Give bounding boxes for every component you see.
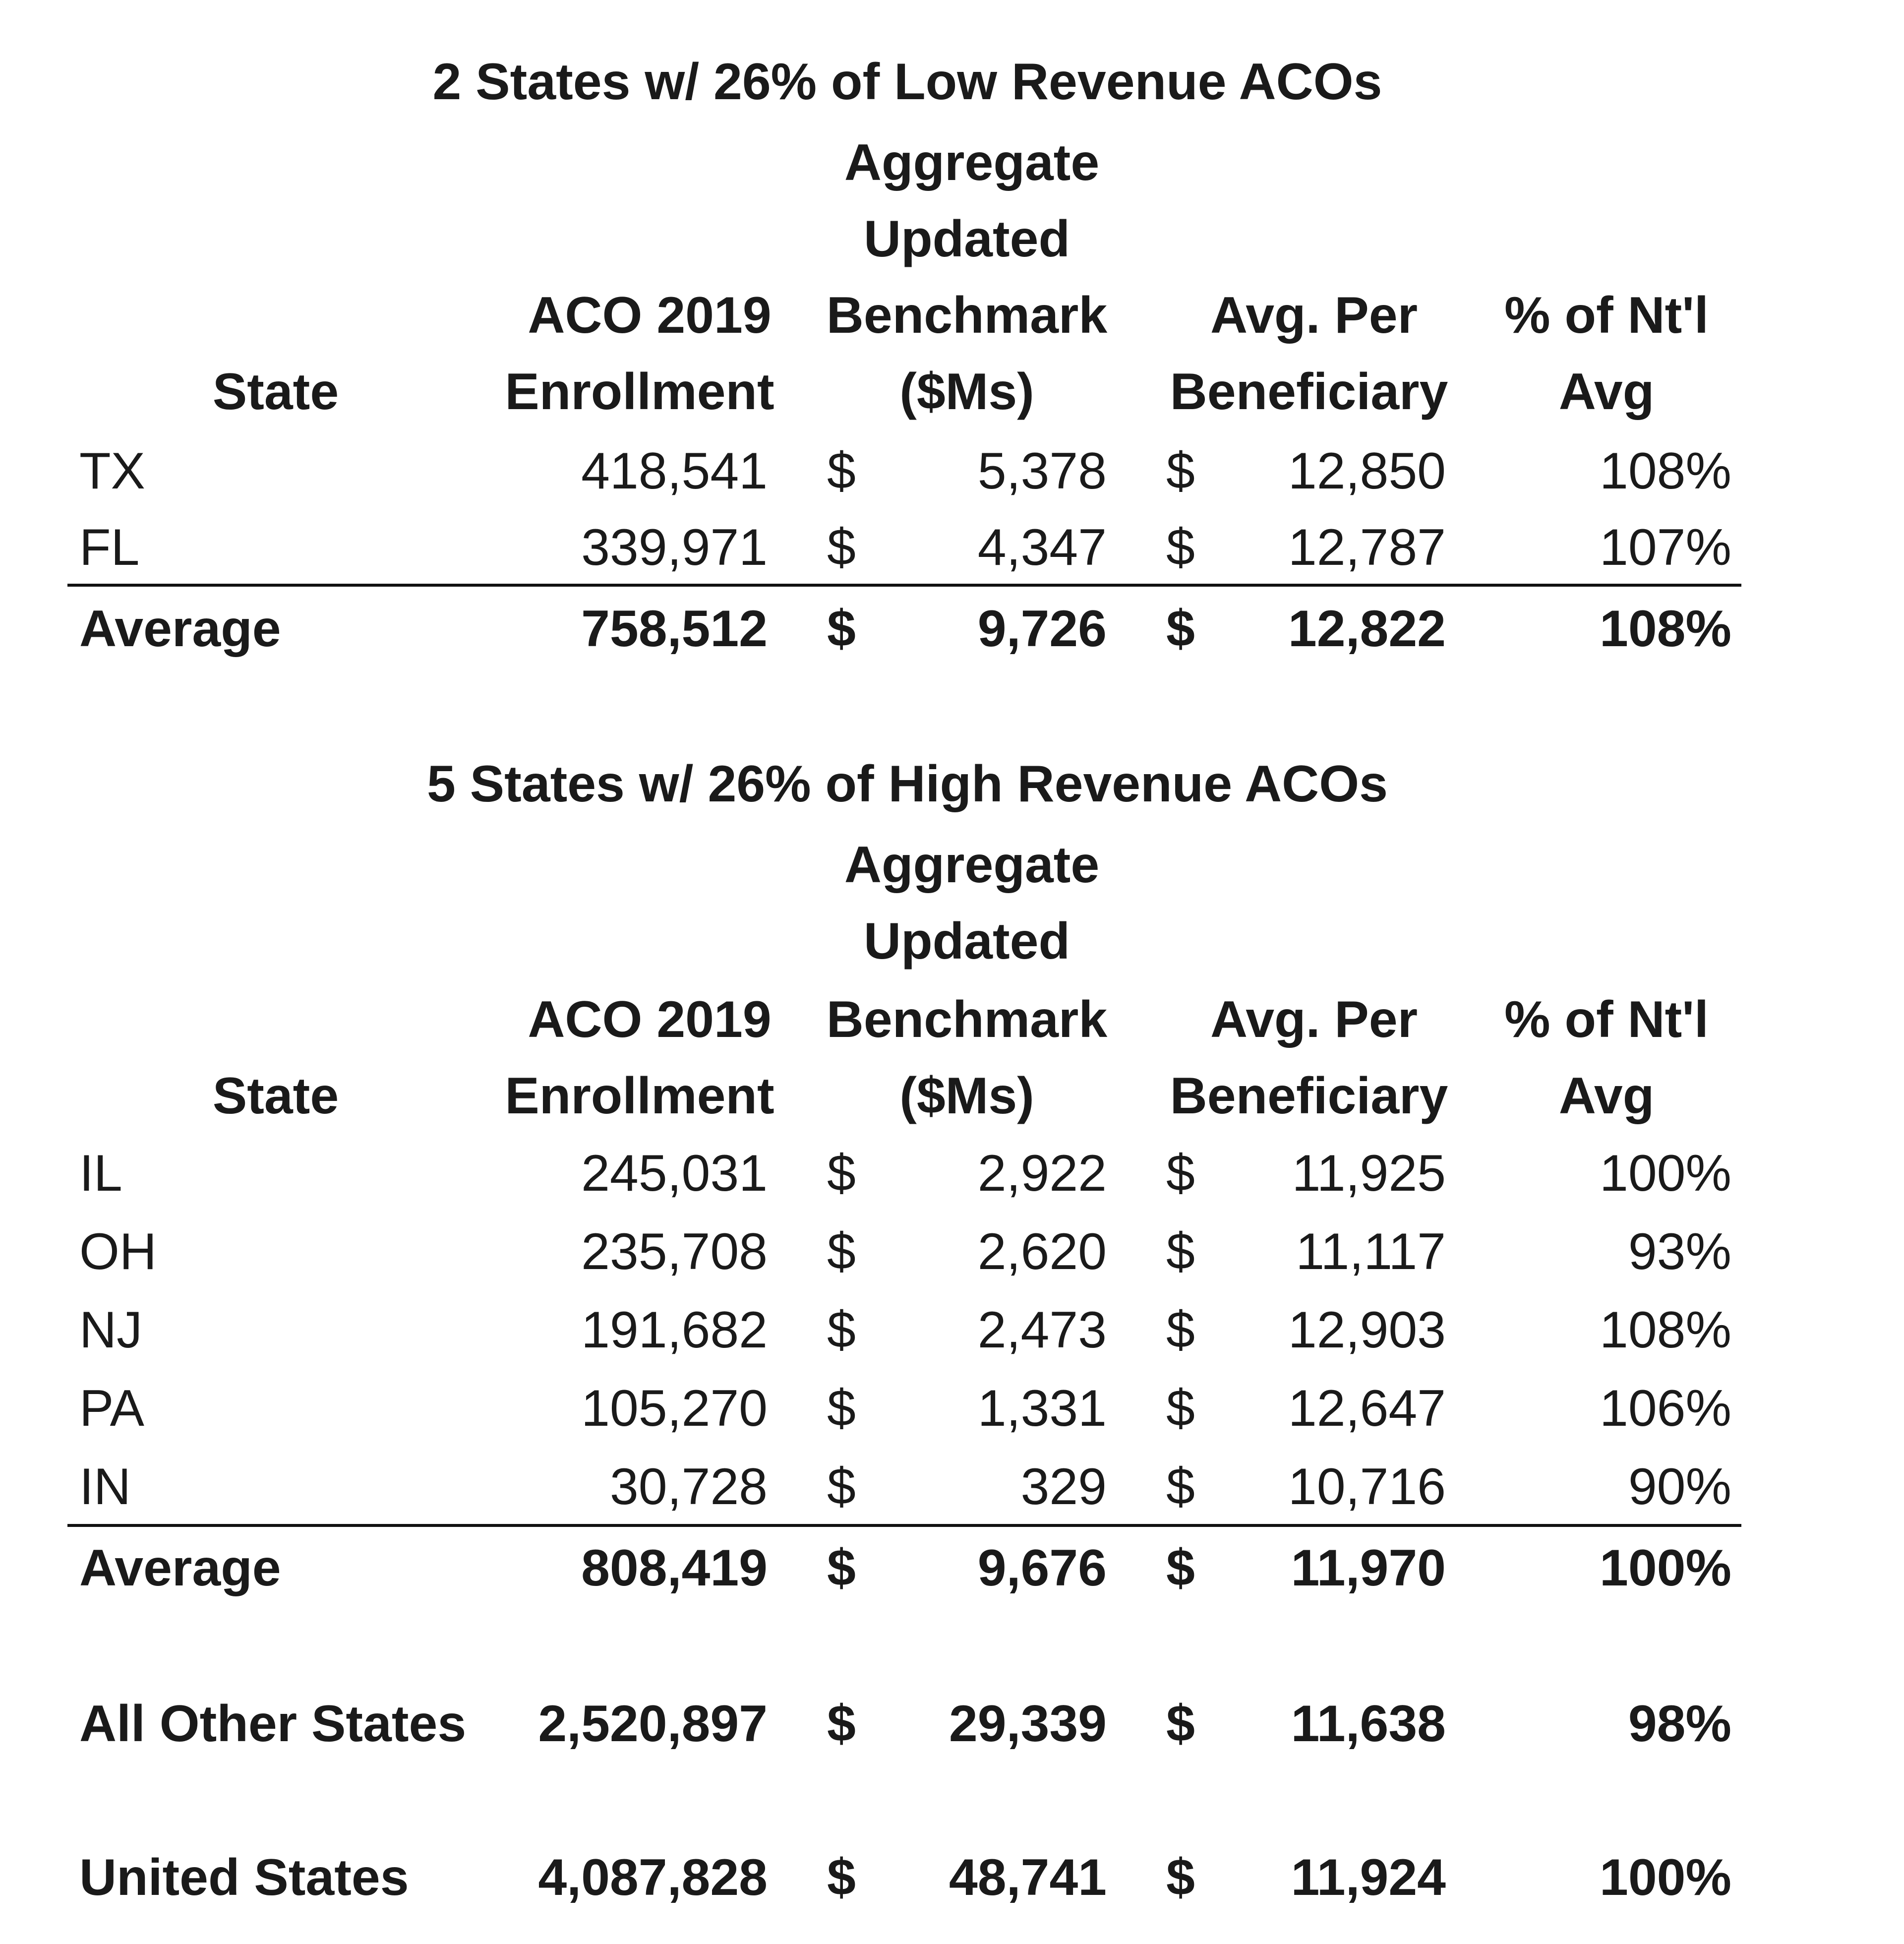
cell-avg-per: 11,924 bbox=[1291, 1849, 1446, 1906]
header-benchmark-line4: ($Ms) bbox=[899, 1067, 1034, 1125]
cell-benchmark: 9,676 bbox=[977, 1539, 1107, 1597]
cell-currency: $ bbox=[827, 1695, 856, 1753]
cell-benchmark: 329 bbox=[1020, 1458, 1107, 1516]
cell-state: NJ bbox=[79, 1301, 143, 1359]
cell-state: IL bbox=[79, 1145, 122, 1202]
cell-state: IN bbox=[79, 1458, 131, 1516]
cell-currency: $ bbox=[827, 1458, 856, 1516]
cell-currency: $ bbox=[827, 1301, 856, 1359]
header-state: State bbox=[212, 1067, 339, 1125]
cell-pct: 98% bbox=[1628, 1695, 1731, 1753]
cell-enrollment: 418,541 bbox=[581, 442, 768, 500]
cell-state: All Other States bbox=[79, 1695, 467, 1753]
cell-currency: $ bbox=[827, 1223, 856, 1280]
cell-pct: 100% bbox=[1600, 1145, 1731, 1202]
cell-pct: 90% bbox=[1628, 1458, 1731, 1516]
cell-enrollment: 808,419 bbox=[581, 1539, 768, 1597]
header-pct-line1: % of Nt'l bbox=[1504, 991, 1709, 1048]
cell-pct: 100% bbox=[1600, 1539, 1731, 1597]
cell-currency: $ bbox=[1166, 1849, 1195, 1906]
cell-currency: $ bbox=[827, 1849, 856, 1906]
cell-currency: $ bbox=[1166, 1301, 1195, 1359]
total-divider bbox=[67, 1524, 1741, 1527]
cell-avg-per: 12,903 bbox=[1288, 1301, 1446, 1359]
header-benchmark-line3: Benchmark bbox=[826, 991, 1108, 1048]
cell-state: Average bbox=[79, 600, 281, 658]
table-title: 2 States w/ 26% of Low Revenue ACOs bbox=[432, 53, 1382, 111]
header-pct-line2: Avg bbox=[1558, 1067, 1655, 1125]
header-benchmark-line2: Updated bbox=[864, 912, 1070, 970]
cell-enrollment: 2,520,897 bbox=[538, 1695, 768, 1753]
cell-pct: 108% bbox=[1600, 1301, 1731, 1359]
header-benchmark-line2: Updated bbox=[864, 210, 1070, 268]
header-benchmark-line1: Aggregate bbox=[844, 836, 1100, 894]
table-title: 5 States w/ 26% of High Revenue ACOs bbox=[426, 755, 1388, 813]
cell-pct: 107% bbox=[1600, 519, 1731, 576]
header-benchmark-line3: Benchmark bbox=[826, 287, 1108, 344]
cell-state: United States bbox=[79, 1849, 409, 1906]
cell-currency: $ bbox=[827, 1539, 856, 1597]
header-avg-per-line2: Beneficiary bbox=[1170, 1067, 1448, 1125]
cell-currency: $ bbox=[827, 600, 856, 658]
cell-benchmark: 29,339 bbox=[949, 1695, 1107, 1753]
cell-enrollment: 235,708 bbox=[581, 1223, 768, 1280]
header-benchmark-line4: ($Ms) bbox=[899, 363, 1034, 421]
cell-currency: $ bbox=[827, 1380, 856, 1437]
cell-state: TX bbox=[79, 442, 145, 500]
header-pct-line2: Avg bbox=[1558, 363, 1655, 421]
header-enrollment-line2: Enrollment bbox=[505, 1067, 774, 1125]
cell-benchmark: 5,378 bbox=[977, 442, 1107, 500]
header-enrollment-line1: ACO 2019 bbox=[528, 287, 772, 344]
cell-enrollment: 245,031 bbox=[581, 1145, 768, 1202]
header-pct-line1: % of Nt'l bbox=[1504, 287, 1709, 344]
cell-enrollment: 105,270 bbox=[581, 1380, 768, 1437]
cell-avg-per: 12,647 bbox=[1288, 1380, 1446, 1437]
cell-benchmark: 2,922 bbox=[977, 1145, 1107, 1202]
cell-currency: $ bbox=[827, 442, 856, 500]
cell-currency: $ bbox=[827, 519, 856, 576]
cell-pct: 108% bbox=[1600, 600, 1731, 658]
cell-pct: 100% bbox=[1600, 1849, 1731, 1906]
cell-avg-per: 12,787 bbox=[1288, 519, 1446, 576]
cell-state: PA bbox=[79, 1380, 145, 1437]
cell-currency: $ bbox=[1166, 519, 1195, 576]
cell-currency: $ bbox=[1166, 1458, 1195, 1516]
header-enrollment-line2: Enrollment bbox=[505, 363, 774, 421]
cell-enrollment: 30,728 bbox=[609, 1458, 768, 1516]
cell-enrollment: 758,512 bbox=[581, 600, 768, 658]
cell-pct: 106% bbox=[1600, 1380, 1731, 1437]
cell-currency: $ bbox=[1166, 442, 1195, 500]
cell-currency: $ bbox=[1166, 1695, 1195, 1753]
cell-avg-per: 12,850 bbox=[1288, 442, 1446, 500]
cell-state: OH bbox=[79, 1223, 157, 1280]
cell-benchmark: 2,473 bbox=[977, 1301, 1107, 1359]
header-state: State bbox=[212, 363, 339, 421]
cell-avg-per: 11,638 bbox=[1291, 1695, 1446, 1753]
cell-avg-per: 12,822 bbox=[1288, 600, 1446, 658]
cell-enrollment: 339,971 bbox=[581, 519, 768, 576]
cell-currency: $ bbox=[1166, 1145, 1195, 1202]
header-avg-per-line1: Avg. Per bbox=[1210, 991, 1418, 1048]
cell-benchmark: 1,331 bbox=[977, 1380, 1107, 1437]
cell-currency: $ bbox=[1166, 1380, 1195, 1437]
cell-avg-per: 11,970 bbox=[1291, 1539, 1446, 1597]
cell-benchmark: 2,620 bbox=[977, 1223, 1107, 1280]
cell-benchmark: 4,347 bbox=[977, 519, 1107, 576]
header-avg-per-line1: Avg. Per bbox=[1210, 287, 1418, 344]
cell-avg-per: 11,117 bbox=[1296, 1223, 1446, 1280]
cell-benchmark: 48,741 bbox=[949, 1849, 1107, 1906]
cell-state: FL bbox=[79, 519, 140, 576]
cell-enrollment: 4,087,828 bbox=[538, 1849, 768, 1906]
cell-currency: $ bbox=[1166, 600, 1195, 658]
cell-pct: 93% bbox=[1628, 1223, 1731, 1280]
cell-avg-per: 10,716 bbox=[1288, 1458, 1446, 1516]
cell-enrollment: 191,682 bbox=[581, 1301, 768, 1359]
cell-currency: $ bbox=[827, 1145, 856, 1202]
cell-currency: $ bbox=[1166, 1539, 1195, 1597]
total-divider bbox=[67, 584, 1741, 587]
cell-pct: 108% bbox=[1600, 442, 1731, 500]
cell-benchmark: 9,726 bbox=[977, 600, 1107, 658]
cell-currency: $ bbox=[1166, 1223, 1195, 1280]
cell-state: Average bbox=[79, 1539, 281, 1597]
header-benchmark-line1: Aggregate bbox=[844, 134, 1100, 191]
header-enrollment-line1: ACO 2019 bbox=[528, 991, 772, 1048]
header-avg-per-line2: Beneficiary bbox=[1170, 363, 1448, 421]
cell-avg-per: 11,925 bbox=[1292, 1145, 1446, 1202]
